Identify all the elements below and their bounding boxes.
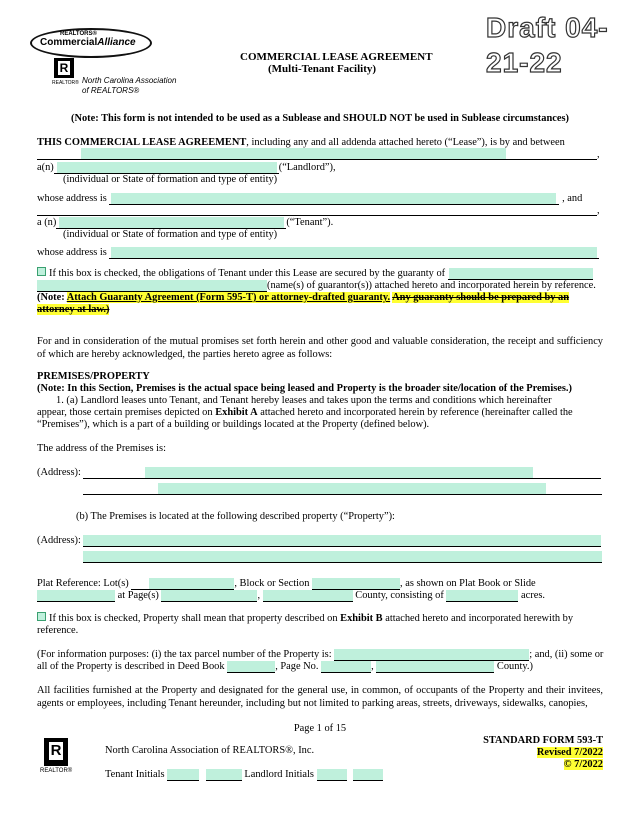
- deed-book-field[interactable]: [227, 661, 275, 672]
- realtor-footer-icon: R: [44, 738, 68, 766]
- realtor-footer-label: REALTOR®: [40, 768, 73, 774]
- logo-realtor-word: REALTOR®: [52, 80, 79, 86]
- tenant-entity-line: a (n) (“Tenant”).: [37, 217, 334, 228]
- plat-line-1: Plat Reference: Lot(s) , Block or Section , as shown on Plat Book or Slide: [37, 578, 536, 589]
- logo-wordmark: CommercialAlliance: [40, 37, 136, 48]
- tenant-address-line: whose address is: [37, 246, 599, 259]
- county-field[interactable]: [263, 590, 353, 601]
- plat-line-2: at Page(s) , County, consisting of acres.: [37, 589, 545, 602]
- logo: [30, 24, 190, 104]
- guaranty-note-2: attorney at law.): [37, 304, 110, 315]
- premises-address-field-2[interactable]: [158, 483, 546, 494]
- guarantor-field-1[interactable]: [449, 268, 593, 279]
- logo-assoc-line1: North Carolina Association: [82, 76, 177, 85]
- exhibit-b-line-1: If this box is checked, Property shall mean that property described on Exhibit B attached hereto and incorporated herewith by: [37, 612, 573, 625]
- page-field[interactable]: [161, 590, 257, 601]
- comma: ,: [597, 149, 600, 160]
- landlord-name-line: [37, 148, 597, 160]
- guarantor-field-2[interactable]: [37, 280, 267, 291]
- tenant-entity-note: (individual or State of formation and type of entity): [63, 229, 278, 240]
- info-line-1: (For information purposes: (i) the tax parcel number of the Property is: ; and, (ii) some or: [37, 649, 604, 660]
- premises-heading: PREMISES/PROPERTY: [37, 371, 150, 382]
- landlord-entity-line: a(n) (“Landlord”),: [37, 162, 336, 173]
- consideration-paragraph: For and in consideration of the mutual promises set forth herein and other good and valuable consideration, the receipt and sufficiency of which are hereby acknowledged, the parties hereto agree as follows:: [37, 336, 603, 360]
- premises-address-field[interactable]: [145, 467, 533, 478]
- info-line-2: all of the Property is described in Deed Book , Page No. , County.): [37, 661, 533, 672]
- guaranty-line2: (name(s) of guarantor(s)) attached hereto and incorporated herein by reference.: [37, 279, 596, 292]
- landlord-address-line: whose address is , and: [37, 193, 583, 204]
- tenant-initials-field-2[interactable]: [206, 769, 242, 780]
- initials-line: Tenant Initials Landlord Initials: [105, 768, 383, 781]
- deed-county-field[interactable]: [376, 661, 494, 672]
- property-address-field-2[interactable]: [83, 551, 602, 562]
- copyright-date: © 7/2022: [563, 759, 603, 770]
- premises-note: (Note: In this Section, Premises is the actual space being leased and Property is the broader site/location of the Premises.): [37, 383, 572, 394]
- comma-2: ,: [597, 205, 600, 216]
- exhibit-b-checkbox[interactable]: [37, 612, 46, 621]
- tenant-name-line: [37, 204, 597, 216]
- page-title: COMMERCIAL LEASE AGREEMENT: [240, 51, 433, 63]
- footer-assoc: North Carolina Association of REALTORS®, Inc.: [105, 745, 315, 756]
- page-number: Page 1 of 15: [293, 723, 347, 734]
- realtor-r-icon: R: [54, 58, 74, 78]
- landlord-entity-note: (individual or State of formation and type of entity): [63, 174, 278, 185]
- form-number: STANDARD FORM 593-T: [483, 735, 603, 746]
- plat-book-field[interactable]: [37, 590, 115, 601]
- revised-date: Revised 7/2022: [536, 747, 603, 758]
- tenant-entity-field[interactable]: [59, 217, 284, 228]
- property-address-line: (Address):: [37, 534, 601, 547]
- guaranty-checkbox[interactable]: [37, 267, 46, 276]
- landlord-initials-field-1[interactable]: [317, 769, 347, 780]
- address-intro: The address of the Premises is:: [37, 443, 166, 454]
- block-field[interactable]: [312, 578, 400, 589]
- draft-stamp: Draft 04-21-22: [486, 12, 609, 78]
- tax-parcel-field[interactable]: [334, 649, 529, 660]
- lot-field[interactable]: [149, 578, 234, 589]
- property-address-field[interactable]: [83, 535, 601, 546]
- tenant-address-field[interactable]: [111, 247, 597, 258]
- premises-address-line2: [83, 483, 602, 495]
- landlord-address-field[interactable]: [111, 193, 556, 204]
- exhibit-b-line-2: reference.: [37, 625, 79, 636]
- deed-page-field[interactable]: [321, 661, 371, 672]
- property-address-line2: [83, 551, 602, 563]
- premises-para-a-1: 1. (a) Landlord leases unto Tenant, and Tenant hereby leases and takes upon the terms and conditions which hereinafter: [56, 395, 552, 406]
- premises-address-line: (Address):: [37, 466, 601, 479]
- guaranty-line1: If this box is checked, the obligations of Tenant under this Lease are secured by the guaranty of: [37, 267, 593, 280]
- landlord-entity-field[interactable]: [57, 162, 277, 173]
- page-subtitle: (Multi-Tenant Facility): [268, 63, 377, 75]
- landlord-initials-field-2[interactable]: [353, 769, 383, 780]
- tenant-initials-field-1[interactable]: [167, 769, 199, 780]
- logo-realtors-small: REALTORS®: [60, 31, 97, 37]
- sublease-note: (Note: This form is not intended to be used as a Sublease and SHOULD NOT be used in Sublease circumstances): [71, 113, 569, 124]
- intro-line: THIS COMMERCIAL LEASE AGREEMENT, including any and all addenda attached hereto (“Lease”), is by and between: [37, 137, 565, 148]
- premises-para-a-2: appear, those certain premises depicted on Exhibit A attached hereto and incorporated herein by reference (hereinafter called the: [37, 407, 573, 418]
- landlord-name-field[interactable]: [81, 148, 506, 159]
- guaranty-note: (Note: Attach Guaranty Agreement (Form 595-T) or attorney-drafted guaranty. Any guaranty should be prepared by an: [37, 292, 570, 303]
- premises-para-b: (b) The Premises is located at the following described property (“Property”):: [76, 511, 395, 522]
- facilities-paragraph: All facilities furnished at the Property and designated for the general use, in common, of occupants of the Property and their invitees, agents or employees, including Tenant hereunder, including but not limited to parking areas, streets, driveways, sidewalks, canopies,: [37, 685, 603, 709]
- logo-assoc-line2: of REALTORS®: [82, 86, 140, 95]
- premises-para-a-3: “Premises”), which is a part of a building or buildings located at the Property (defined below).: [37, 419, 430, 430]
- acres-field[interactable]: [446, 590, 518, 601]
